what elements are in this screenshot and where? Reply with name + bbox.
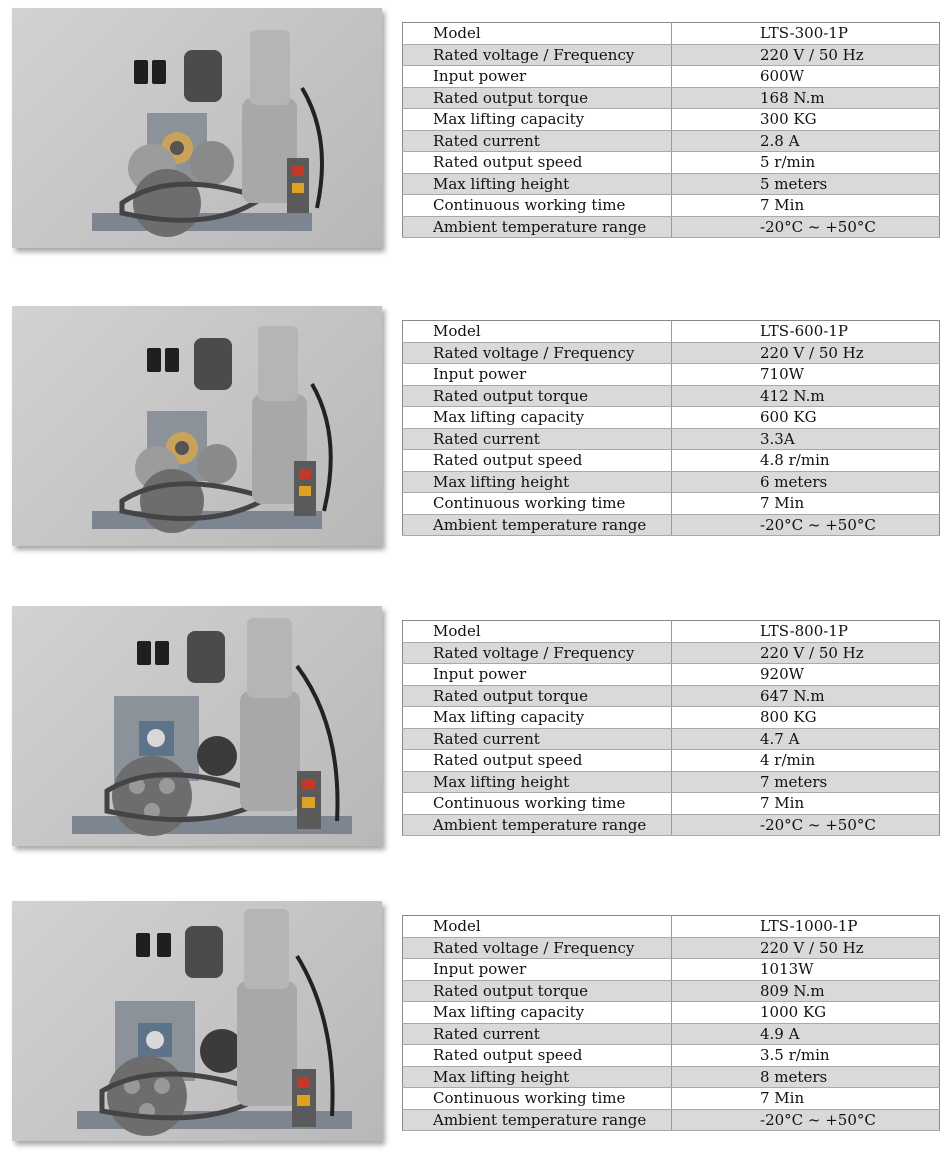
spec-row	[403, 728, 940, 750]
spec-value: 412 N.m	[672, 385, 940, 407]
spec-value: 1000 KG	[672, 1002, 940, 1024]
spec-value: 647 N.m	[672, 685, 940, 707]
spec-label: Continuous working time	[403, 493, 672, 515]
spec-row	[403, 750, 940, 772]
spec-label: Model	[403, 321, 672, 343]
spec-row	[403, 1066, 940, 1088]
spec-value: 4.8 r/min	[672, 450, 940, 472]
spec-table	[402, 22, 940, 238]
spec-row	[403, 195, 940, 217]
product-section	[0, 0, 947, 260]
spec-row	[403, 385, 940, 407]
spec-label: Max lifting capacity	[403, 1002, 672, 1024]
spec-value: 220 V / 50 Hz	[672, 937, 940, 959]
spec-label: Ambient temperature range	[403, 1109, 672, 1131]
spec-row	[403, 514, 940, 536]
spec-label: Rated output speed	[403, 450, 672, 472]
spec-value: 4.9 A	[672, 1023, 940, 1045]
spec-label: Rated output speed	[403, 1045, 672, 1067]
spec-value: 809 N.m	[672, 980, 940, 1002]
spec-label: Ambient temperature range	[403, 216, 672, 238]
spec-label: Max lifting height	[403, 471, 672, 493]
spec-label: Model	[403, 23, 672, 45]
product-photo	[12, 306, 382, 546]
spec-row	[403, 23, 940, 45]
motor-kit-illustration	[12, 8, 382, 248]
spec-row	[403, 814, 940, 836]
spec-value: 8 meters	[672, 1066, 940, 1088]
spec-row	[403, 707, 940, 729]
spec-value: 7 Min	[672, 195, 940, 217]
product-photo	[12, 901, 382, 1141]
spec-value: -20°C ~ +50°C	[672, 814, 940, 836]
motor-kit-illustration	[12, 306, 382, 546]
spec-value: LTS-600-1P	[672, 321, 940, 343]
spec-table	[402, 620, 940, 836]
spec-label: Rated voltage / Frequency	[403, 642, 672, 664]
spec-row	[403, 130, 940, 152]
spec-table	[402, 320, 940, 536]
spec-label: Rated voltage / Frequency	[403, 44, 672, 66]
spec-value: 7 Min	[672, 793, 940, 815]
spec-label: Rated output torque	[403, 385, 672, 407]
spec-row	[403, 364, 940, 386]
spec-value: 800 KG	[672, 707, 940, 729]
spec-row	[403, 1002, 940, 1024]
spec-row	[403, 771, 940, 793]
spec-label: Continuous working time	[403, 195, 672, 217]
product-section	[0, 598, 947, 858]
spec-label: Input power	[403, 364, 672, 386]
spec-value: 168 N.m	[672, 87, 940, 109]
product-photo	[12, 8, 382, 248]
spec-label: Ambient temperature range	[403, 814, 672, 836]
spec-row	[403, 664, 940, 686]
spec-value: 7 meters	[672, 771, 940, 793]
spec-row	[403, 471, 940, 493]
product-section	[0, 298, 947, 558]
spec-value: -20°C ~ +50°C	[672, 1109, 940, 1131]
spec-row	[403, 959, 940, 981]
motor-kit-illustration	[12, 606, 382, 846]
spec-value: 2.8 A	[672, 130, 940, 152]
spec-label: Rated output torque	[403, 980, 672, 1002]
spec-label: Model	[403, 621, 672, 643]
product-photo	[12, 606, 382, 846]
spec-row	[403, 66, 940, 88]
spec-value: 920W	[672, 664, 940, 686]
spec-label: Rated output torque	[403, 685, 672, 707]
spec-row	[403, 916, 940, 938]
spec-label: Continuous working time	[403, 793, 672, 815]
spec-value: 300 KG	[672, 109, 940, 131]
spec-label: Input power	[403, 664, 672, 686]
spec-value: -20°C ~ +50°C	[672, 216, 940, 238]
spec-row	[403, 493, 940, 515]
spec-label: Rated output speed	[403, 152, 672, 174]
spec-value: 220 V / 50 Hz	[672, 44, 940, 66]
spec-row	[403, 1109, 940, 1131]
spec-row	[403, 87, 940, 109]
spec-row	[403, 1088, 940, 1110]
spec-row	[403, 980, 940, 1002]
spec-value: 3.3A	[672, 428, 940, 450]
spec-row	[403, 321, 940, 343]
spec-value: 5 meters	[672, 173, 940, 195]
spec-row	[403, 152, 940, 174]
spec-value: LTS-300-1P	[672, 23, 940, 45]
spec-row	[403, 937, 940, 959]
spec-label: Continuous working time	[403, 1088, 672, 1110]
spec-label: Rated current	[403, 130, 672, 152]
spec-row	[403, 685, 940, 707]
spec-label: Rated output speed	[403, 750, 672, 772]
spec-row	[403, 216, 940, 238]
spec-label: Max lifting capacity	[403, 109, 672, 131]
motor-kit-illustration	[12, 901, 382, 1141]
spec-value: 600W	[672, 66, 940, 88]
spec-value: 7 Min	[672, 493, 940, 515]
spec-label: Max lifting capacity	[403, 407, 672, 429]
spec-label: Rated current	[403, 428, 672, 450]
spec-row	[403, 621, 940, 643]
spec-value: LTS-800-1P	[672, 621, 940, 643]
spec-label: Input power	[403, 959, 672, 981]
spec-table	[402, 915, 940, 1131]
spec-value: 220 V / 50 Hz	[672, 342, 940, 364]
spec-value: 1013W	[672, 959, 940, 981]
spec-value: 7 Min	[672, 1088, 940, 1110]
spec-row	[403, 450, 940, 472]
spec-value: 600 KG	[672, 407, 940, 429]
spec-label: Rated output torque	[403, 87, 672, 109]
spec-value: 220 V / 50 Hz	[672, 642, 940, 664]
spec-row	[403, 642, 940, 664]
product-section	[0, 893, 947, 1153]
spec-value: -20°C ~ +50°C	[672, 514, 940, 536]
spec-row	[403, 342, 940, 364]
spec-row	[403, 428, 940, 450]
spec-label: Input power	[403, 66, 672, 88]
spec-value: 6 meters	[672, 471, 940, 493]
spec-row	[403, 173, 940, 195]
spec-label: Rated voltage / Frequency	[403, 342, 672, 364]
spec-label: Ambient temperature range	[403, 514, 672, 536]
spec-label: Max lifting height	[403, 1066, 672, 1088]
spec-row	[403, 109, 940, 131]
spec-label: Rated voltage / Frequency	[403, 937, 672, 959]
spec-value: 3.5 r/min	[672, 1045, 940, 1067]
spec-row	[403, 1023, 940, 1045]
spec-value: 4.7 A	[672, 728, 940, 750]
spec-value: 5 r/min	[672, 152, 940, 174]
spec-row	[403, 1045, 940, 1067]
spec-row	[403, 407, 940, 429]
spec-row	[403, 793, 940, 815]
spec-value: 710W	[672, 364, 940, 386]
spec-label: Max lifting height	[403, 771, 672, 793]
spec-value: LTS-1000-1P	[672, 916, 940, 938]
spec-label: Rated current	[403, 1023, 672, 1045]
spec-label: Max lifting height	[403, 173, 672, 195]
spec-label: Max lifting capacity	[403, 707, 672, 729]
spec-label: Rated current	[403, 728, 672, 750]
spec-row	[403, 44, 940, 66]
spec-label: Model	[403, 916, 672, 938]
spec-value: 4 r/min	[672, 750, 940, 772]
